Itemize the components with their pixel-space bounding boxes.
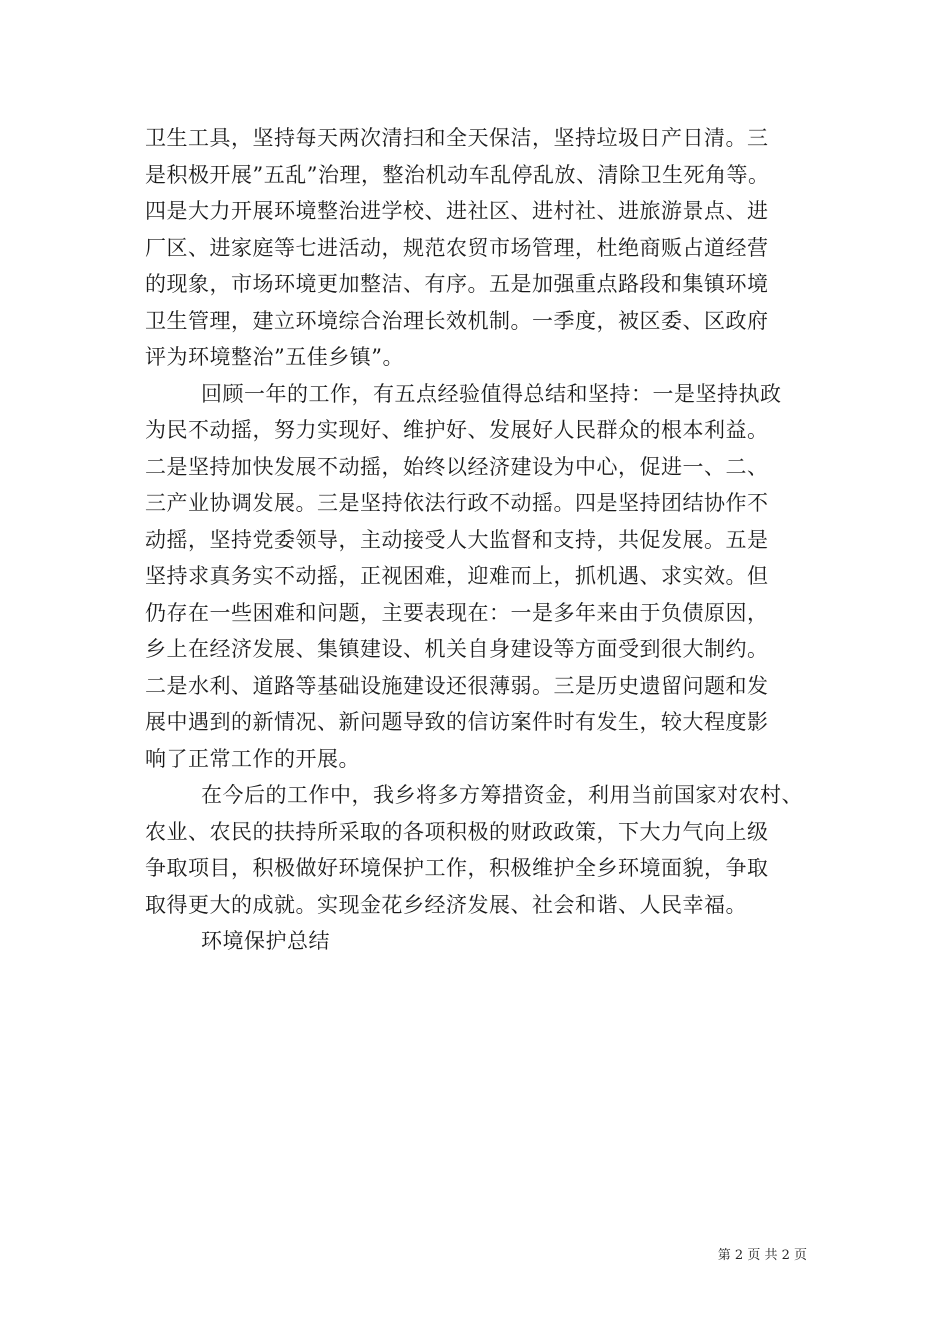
text-line: 厂区、进家庭等七进活动，规范农贸市场管理，杜绝商贩占道经营 xyxy=(145,235,769,260)
text-line: 卫生管理，建立环境综合治理长效机制。一季度，被区委、区政府 xyxy=(145,308,769,333)
text-line: 四是大力开展环境整治进学校、进社区、进村社、进旅游景点、进 xyxy=(145,199,769,223)
text-line: 为民不动摇，努力实现好、维护好、发展好人民群众的根本利益。 xyxy=(145,418,769,442)
text-line: 坚持求真务实不动摇，正视困难，迎难而上，抓机遇、求实效。但 xyxy=(145,564,769,588)
text-line: 是积极开展”五乱”治理，整治机动车乱停乱放、清除卫生死角等。 xyxy=(145,162,770,187)
paragraph-first-line: 在今后的工作中，我乡将多方筹措资金，利用当前国家对农村、 xyxy=(201,783,803,807)
text-line: 的现象，市场环境更加整洁、有序。五是加强重点路段和集镇环境 xyxy=(145,272,769,296)
text-line: 卫生工具，坚持每天两次清扫和全天保洁，坚持垃圾日产日清。三 xyxy=(145,126,769,150)
document-body xyxy=(145,120,815,960)
text-line: 动摇，坚持党委领导，主动接受人大监督和支持，共促发展。五是 xyxy=(145,527,769,552)
text-line: 二是水利、道路等基础设施建设还很薄弱。三是历史遗留问题和发 xyxy=(145,673,769,698)
text-line: 争取项目，积极做好环境保护工作，积极维护全乡环境面貌，争取 xyxy=(145,856,769,880)
page-number-footer: 第 2 页 共 2 页 xyxy=(717,1248,807,1263)
paragraph-first-line: 环境保护总结 xyxy=(201,929,330,953)
text-line: 二是坚持加快发展不动摇，始终以经济建设为中心，促进一、二、 xyxy=(145,454,769,479)
text-line: 乡上在经济发展、集镇建设、机关自身建设等方面受到很大制约。 xyxy=(145,637,769,661)
text-line: 取得更大的成就。实现金花乡经济发展、社会和谐、人民幸福。 xyxy=(145,892,747,917)
text-line: 展中遇到的新情况、新问题导致的信访案件时有发生，较大程度影 xyxy=(145,710,769,734)
text-line: 仍存在一些困难和问题，主要表现在：一是多年来由于负债原因， xyxy=(145,600,769,625)
paragraph-first-line: 回顾一年的工作，有五点经验值得总结和坚持：一是坚持执政 xyxy=(201,381,782,406)
text-line: 农业、农民的扶持所采取的各项积极的财政政策，下大力气向上级 xyxy=(145,819,769,844)
text-line: 响了正常工作的开展。 xyxy=(145,746,360,771)
text-line: 三产业协调发展。三是坚持依法行政不动摇。四是坚持团结协作不 xyxy=(145,491,769,515)
text-line: 评为环境整治”五佳乡镇”。 xyxy=(145,345,404,369)
